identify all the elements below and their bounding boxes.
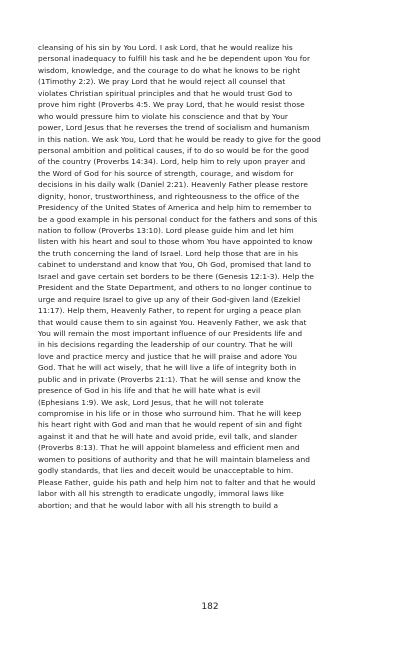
text-line: Israel and gave certain set borders to be there (Genesis 12:1-3). Help the	[38, 271, 315, 281]
text-line: cleansing of his sin by You Lord. I ask Lord, that he would realize his	[38, 43, 293, 52]
text-line: presence of God in his life and that he will hate what is evil	[38, 386, 261, 396]
text-line: be a good example in his personal conduct for the fathers and sons of this	[38, 214, 318, 224]
text-line: listen with his heart and soul to those whom You have appointed to know	[38, 237, 313, 247]
text-line: of the country (Proverbs 14:34). Lord, help him to rely upon prayer and	[38, 157, 306, 167]
body-text	[38, 42, 382, 511]
text-line: the truth concerning the land of Israel. Lord help those that are in his	[38, 248, 299, 258]
text-line: labor with all his strength to eradicate ungodly, immoral laws like	[38, 489, 284, 499]
text-line: godly standards, that lies and deceit would be unacceptable to him.	[38, 466, 294, 476]
page-number: 182	[201, 602, 219, 612]
text-line: nation to follow (Proverbs 13:10). Lord please guide him and let him	[38, 226, 294, 235]
text-line: women to positions of authority and that he will maintain blameless and	[38, 454, 310, 464]
text-line: abortion; and that he would labor with all his strength to build a	[38, 500, 279, 510]
text-line: (Proverbs 8:13). That he will appoint blameless and efficient men and	[38, 443, 300, 453]
text-line: personal inadequacy to fulfill his task and he be dependent upon You for	[38, 54, 311, 64]
text-line: that would cause them to sin against You. Heavenly Father, we ask that	[38, 317, 307, 327]
text-line: dignity, honor, trustworthiness, and righteousness to the office of the	[38, 191, 300, 201]
text-line: (1Timothy 2:2). We pray Lord that he would reject all counsel that	[38, 77, 286, 87]
text-line: (Ephesians 1:9). We ask, Lord Jesus, that he will not tolerate	[38, 397, 264, 407]
text-line: compromise in his life or in those who surround him. That he will keep	[38, 409, 302, 418]
text-line: God. That he will act wisely, that he will live a life of integrity both in	[38, 363, 297, 373]
text-line: You will remain the most important influence of our Presidents life and	[38, 328, 303, 338]
text-line: urge and require Israel to give up any of their God-given land (Ezekiel	[38, 294, 301, 304]
text-line: decisions in his daily walk (Daniel 2:21). Heavenly Father please restore	[38, 180, 308, 190]
text-line: wisdom, knowledge, and the courage to do what he knows to be right	[38, 65, 301, 75]
text-line: prove him right (Proverbs 4:5. We pray Lord, that he would resist those	[38, 100, 305, 110]
text-line: power, Lord Jesus that he reverses the trend of socialism and humanism	[38, 123, 310, 133]
text-line: his heart right with God and man that he would repent of sin and fight	[38, 420, 302, 430]
text-line: love and practice mercy and justice that he will praise and adore You	[38, 351, 297, 361]
text-line: violates Christian spiritual principles and that he would trust God to	[38, 88, 293, 98]
text-line: who would pressure him to violate his conscience and that by Your	[38, 111, 289, 121]
text-line: Presidency of the United States of America and help him to remember to	[38, 203, 312, 213]
text-line: 11:17). Help them, Heavenly Father, to repent for urging a peace plan	[38, 306, 302, 316]
text-line: President and the State Department, and others to no longer continue to	[38, 283, 312, 293]
text-line: against it and that he will hate and avoid pride, evil talk, and slander	[38, 431, 298, 441]
text-line: cabinet to understand and know that You, Oh God, promised that land to	[38, 260, 312, 270]
text-line: personal ambition and political causes, if to do so would be for the good	[38, 145, 310, 155]
text-line: the Word of God for his source of strength, courage, and wisdom for	[38, 168, 294, 178]
text-line: Please Father, guide his path and help him not to falter and that he would	[38, 477, 316, 487]
text-line: in his decisions regarding the leadership of our country. That he will	[38, 340, 293, 350]
text-line: in this nation. We ask You, Lord that he would be ready to give for the good	[38, 134, 321, 144]
text-line: public and in private (Proverbs 21:1). That he will sense and know the	[38, 374, 301, 384]
